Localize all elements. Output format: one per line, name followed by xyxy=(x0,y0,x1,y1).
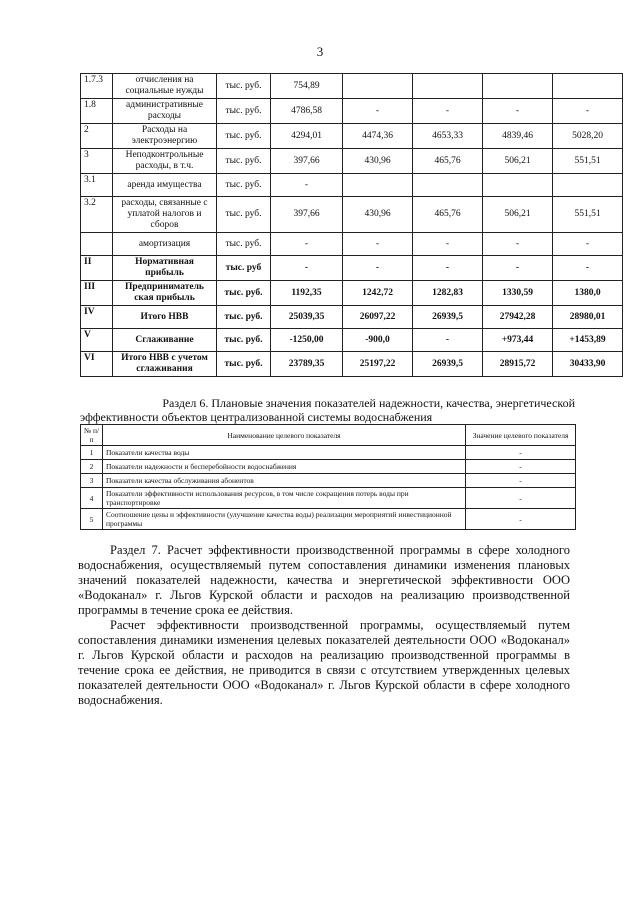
row-value: 5028,20 xyxy=(553,124,623,149)
cost-table-row xyxy=(81,99,623,124)
row-unit: тыс. руб. xyxy=(217,74,271,99)
t2-head-value: Значение целевого показателя xyxy=(466,425,576,446)
indicator-number: 2 xyxy=(81,460,103,474)
cost-table-row xyxy=(81,124,623,149)
row-number: V xyxy=(81,329,113,352)
row-value: 1242,72 xyxy=(343,281,413,306)
row-value: - xyxy=(553,99,623,124)
row-value: 551,51 xyxy=(553,197,623,233)
indicator-value: - xyxy=(466,509,576,530)
row-value: - xyxy=(553,256,623,281)
row-name: Сглаживание xyxy=(113,329,217,352)
row-unit: тыс. руб. xyxy=(217,233,271,256)
cost-table-row xyxy=(81,149,623,174)
row-value: 465,76 xyxy=(413,149,483,174)
indicator-name: Показатели качества обслуживания абонентов xyxy=(103,474,466,488)
row-unit: тыс. руб. xyxy=(217,306,271,329)
row-name: Нормативная прибыль xyxy=(113,256,217,281)
indicator-value: - xyxy=(466,474,576,488)
row-value: 23789,35 xyxy=(271,352,343,377)
row-number: VI xyxy=(81,352,113,377)
row-value: 430,96 xyxy=(343,149,413,174)
row-name: аренда имущества xyxy=(113,174,217,197)
section6-heading xyxy=(80,396,575,424)
row-value: - xyxy=(271,174,343,197)
cost-table-row xyxy=(81,174,623,197)
row-number xyxy=(81,233,113,256)
row-name: расходы, связанные с уплатой налогов и сборов xyxy=(113,197,217,233)
row-name: административные расходы xyxy=(113,99,217,124)
row-value: 1330,59 xyxy=(483,281,553,306)
section7-paragraph1 xyxy=(78,543,570,618)
row-value: +973,44 xyxy=(483,329,553,352)
row-value: - xyxy=(483,233,553,256)
row-value: 4474,36 xyxy=(343,124,413,149)
row-name: Итого НВВ с учетом сглаживания xyxy=(113,352,217,377)
row-value: 397,66 xyxy=(271,197,343,233)
row-value: 506,21 xyxy=(483,149,553,174)
row-value xyxy=(553,74,623,99)
row-value: 551,51 xyxy=(553,149,623,174)
section7-p2: Расчет эффективности производственной программы, осуществляемый путем сопоставления динамики изменения целевых показателей деятельности ООО «Водоканал» г. Льгов Курской области и расходов на реализацию производственной программы в течение срока ее действия, не приводится в связи с отсутствием утвержденных целевых показателей деятельности ООО «Водоканал» г. Льгов Курской области в сфере холодного водоснабжения. xyxy=(78,618,570,707)
row-number: 2 xyxy=(81,124,113,149)
row-unit: тыс. руб. xyxy=(217,329,271,352)
cost-table-row xyxy=(81,256,623,281)
t2-head-name: Наименование целевого показателя xyxy=(103,425,466,446)
row-name: Неподконтрольные расходы, в т.ч. xyxy=(113,149,217,174)
row-unit: тыс. руб. xyxy=(217,174,271,197)
cost-table-row xyxy=(81,197,623,233)
row-value xyxy=(483,74,553,99)
indicator-value: - xyxy=(466,460,576,474)
row-value: 26097,22 xyxy=(343,306,413,329)
row-value xyxy=(343,174,413,197)
row-unit: тыс. руб. xyxy=(217,149,271,174)
row-number: 3.1 xyxy=(81,174,113,197)
row-value: - xyxy=(271,233,343,256)
row-number: IV xyxy=(81,306,113,329)
row-value: 28980,01 xyxy=(553,306,623,329)
row-unit: тыс. руб xyxy=(217,256,271,281)
indicator-row xyxy=(81,488,576,509)
row-name: отчисления на социальные нужды xyxy=(113,74,217,99)
row-value: - xyxy=(343,256,413,281)
row-value: 26939,5 xyxy=(413,352,483,377)
row-value: 4839,46 xyxy=(483,124,553,149)
t2-head-num: № п/п xyxy=(81,425,103,446)
row-value: - xyxy=(413,329,483,352)
row-value: 430,96 xyxy=(343,197,413,233)
section6-line1: Раздел 6. Плановые значения показателей надежности, качества, энергетической xyxy=(162,396,575,410)
row-value: - xyxy=(271,256,343,281)
page-number: 3 xyxy=(316,44,324,59)
indicator-row xyxy=(81,460,576,474)
row-number: 3 xyxy=(81,149,113,174)
row-value: 397,66 xyxy=(271,149,343,174)
row-value: 4294,01 xyxy=(271,124,343,149)
row-value: -900,0 xyxy=(343,329,413,352)
row-unit: тыс. руб. xyxy=(217,99,271,124)
row-value: 25197,22 xyxy=(343,352,413,377)
row-value xyxy=(343,74,413,99)
row-value: - xyxy=(483,256,553,281)
indicator-number: 3 xyxy=(81,474,103,488)
row-value: 28915,72 xyxy=(483,352,553,377)
indicator-row xyxy=(81,474,576,488)
indicator-row xyxy=(81,446,576,460)
cost-table-row xyxy=(81,329,623,352)
row-name: Предприниматель ская прибыль xyxy=(113,281,217,306)
row-value: 4786,58 xyxy=(271,99,343,124)
row-value: - xyxy=(343,99,413,124)
row-value: 25039,35 xyxy=(271,306,343,329)
row-number: 1.7.3 xyxy=(81,74,113,99)
row-value: 1282,83 xyxy=(413,281,483,306)
indicator-number: 4 xyxy=(81,488,103,509)
section7-p1: Раздел 7. Расчет эффективности производственной программы в сфере холодного водоснабжения, осуществляемый путем сопоставления динамики изменения плановых значений показателей надежности, качества и энергетической эффективности ООО «Водоканал» г. Льгов Курской области и расходов на реализацию производственной программы в течение срока ее действия. xyxy=(78,543,570,617)
indicator-value: - xyxy=(466,446,576,460)
row-name: амортизация xyxy=(113,233,217,256)
cost-table-row xyxy=(81,74,623,99)
indicator-name: Показатели эффективности использования ресурсов, в том числе сокращения потерь воды при транспортировке xyxy=(103,488,466,509)
indicator-name: Показатели качества воды xyxy=(103,446,466,460)
indicator-number: 5 xyxy=(81,509,103,530)
row-value xyxy=(483,174,553,197)
row-unit: тыс. руб. xyxy=(217,281,271,306)
row-name: Итого НВВ xyxy=(113,306,217,329)
row-value: - xyxy=(413,233,483,256)
indicator-row xyxy=(81,509,576,530)
row-value: 1380,0 xyxy=(553,281,623,306)
row-value xyxy=(413,174,483,197)
row-value: 26939,5 xyxy=(413,306,483,329)
row-value: 754,89 xyxy=(271,74,343,99)
row-value: 4653,33 xyxy=(413,124,483,149)
row-value: 27942,28 xyxy=(483,306,553,329)
indicator-value: - xyxy=(466,488,576,509)
row-value: 30433,90 xyxy=(553,352,623,377)
cost-table-row xyxy=(81,233,623,256)
indicator-name: Соотношение цены и эффективности (улучшение качества воды) реализации мероприятий инвестиционной программы xyxy=(103,509,466,530)
row-number: II xyxy=(81,256,113,281)
row-value xyxy=(413,74,483,99)
row-number: 3.2 xyxy=(81,197,113,233)
row-value: -1250,00 xyxy=(271,329,343,352)
cost-table-row xyxy=(81,352,623,377)
row-unit: тыс. руб. xyxy=(217,124,271,149)
cost-table xyxy=(80,73,623,377)
row-value: - xyxy=(483,99,553,124)
row-value: - xyxy=(343,233,413,256)
indicator-number: 1 xyxy=(81,446,103,460)
row-number: 1.8 xyxy=(81,99,113,124)
row-name: Расходы на электроэнергию xyxy=(113,124,217,149)
section7-paragraph2 xyxy=(78,618,570,708)
row-value xyxy=(553,174,623,197)
row-value: - xyxy=(413,99,483,124)
target-indicators-table xyxy=(80,424,576,530)
row-value: 1192,35 xyxy=(271,281,343,306)
row-value: - xyxy=(553,233,623,256)
row-value: +1453,89 xyxy=(553,329,623,352)
indicator-name: Показатели надежности и бесперебойности водоснабжения xyxy=(103,460,466,474)
row-value: - xyxy=(413,256,483,281)
cost-table-row xyxy=(81,281,623,306)
row-unit: тыс. руб. xyxy=(217,197,271,233)
row-unit: тыс. руб. xyxy=(217,352,271,377)
cost-table-row xyxy=(81,306,623,329)
section6-line2: эффективности объектов централизованной системы водоснабжения xyxy=(80,410,433,424)
row-value: 506,21 xyxy=(483,197,553,233)
row-value: 465,76 xyxy=(413,197,483,233)
row-number: III xyxy=(81,281,113,306)
